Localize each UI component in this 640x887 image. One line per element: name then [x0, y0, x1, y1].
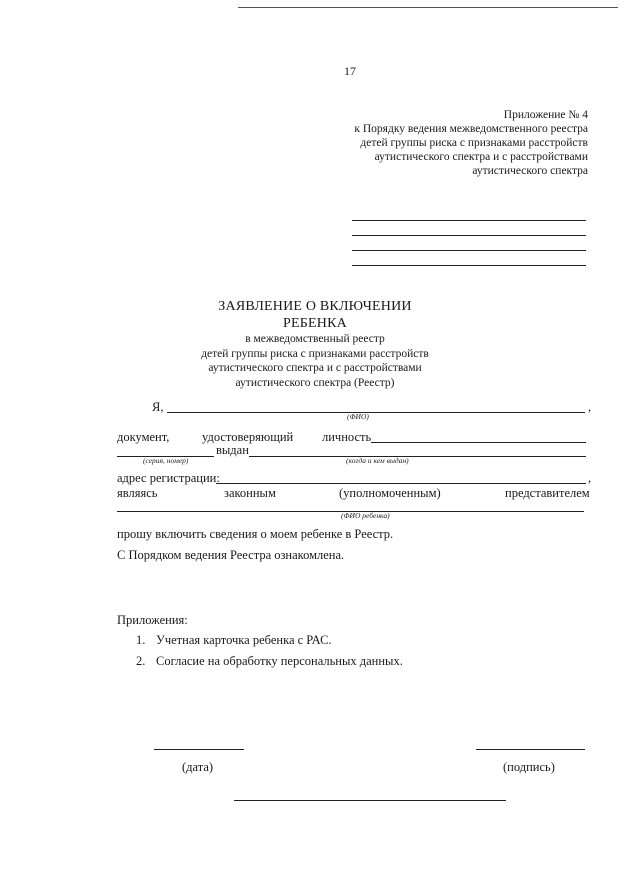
- acquainted-text: С Порядком ведения Реестра ознакомлена.: [117, 548, 345, 562]
- request-text: прошу включить сведения о моем ребенке в Реестр.: [117, 527, 394, 541]
- title-main: ЗАЯВЛЕНИЕ О ВКЛЮЧЕНИИ РЕБЕНКА: [218, 299, 412, 331]
- title-line: аутистического спектра (Реестр): [235, 376, 395, 389]
- title-line: аутистического спектра и с расстройствами: [208, 362, 422, 374]
- appendix-line: к Порядку ведения межведомственного реестра: [354, 123, 588, 135]
- label-authorized: (уполномоченным): [339, 486, 441, 500]
- series-caption: (серия, номер): [143, 456, 189, 465]
- bottom-rule: [234, 800, 506, 801]
- attachment-text: Учетная карточка ребенка с РАС.: [156, 633, 332, 647]
- addressee-line: [352, 265, 586, 266]
- addressee-line: [352, 250, 586, 251]
- issued-line[interactable]: [249, 456, 586, 457]
- date-label: (дата): [182, 760, 214, 774]
- attachment-number: 1.: [136, 633, 146, 647]
- comma: ,: [588, 471, 592, 485]
- title-line: детей группы риска с признаками расстройств: [201, 347, 429, 360]
- page-number: 17: [344, 64, 356, 78]
- signature-line[interactable]: [476, 749, 585, 750]
- addressee-line: [352, 220, 586, 221]
- document-title: [190, 298, 440, 390]
- label-issued: выдан: [216, 443, 249, 457]
- label-certifying: удостоверяющий: [202, 430, 294, 444]
- label-being: являясь: [117, 486, 158, 500]
- issued-caption: (когда и кем выдан): [346, 456, 409, 465]
- attachment-item: [136, 654, 403, 669]
- appendix-line: Приложение № 4: [503, 109, 588, 121]
- label-legal: законным: [224, 486, 276, 500]
- label-representative: представителем: [505, 486, 590, 500]
- attachments-heading: Приложения:: [117, 613, 188, 627]
- label-ya: Я,: [152, 400, 164, 414]
- appendix-block: [268, 108, 588, 178]
- appendix-line: аутистического спектра: [472, 165, 588, 177]
- child-fio-caption: (ФИО ребенка): [341, 511, 390, 520]
- attachment-number: 2.: [136, 654, 146, 668]
- label-address: адрес регистрации:: [117, 471, 220, 485]
- attachment-item: [136, 633, 332, 648]
- date-line[interactable]: [154, 749, 244, 750]
- fio-line[interactable]: [167, 412, 585, 413]
- label-document: документ,: [117, 430, 170, 444]
- title-line: в межведомственный реестр: [245, 333, 385, 345]
- appendix-line: аутистического спектра и с расстройствами: [374, 151, 588, 163]
- fio-caption: (ФИО): [347, 412, 369, 421]
- identity-line[interactable]: [371, 442, 586, 443]
- address-line[interactable]: [216, 483, 586, 484]
- scan-edge-line: [238, 7, 618, 8]
- label-identity: личность: [322, 430, 372, 444]
- signature-label: (подпись): [503, 760, 555, 774]
- attachment-text: Согласие на обработку персональных данных.: [156, 654, 403, 668]
- comma: ,: [588, 400, 592, 414]
- appendix-line: детей группы риска с признаками расстройств: [360, 137, 588, 149]
- addressee-line: [352, 235, 586, 236]
